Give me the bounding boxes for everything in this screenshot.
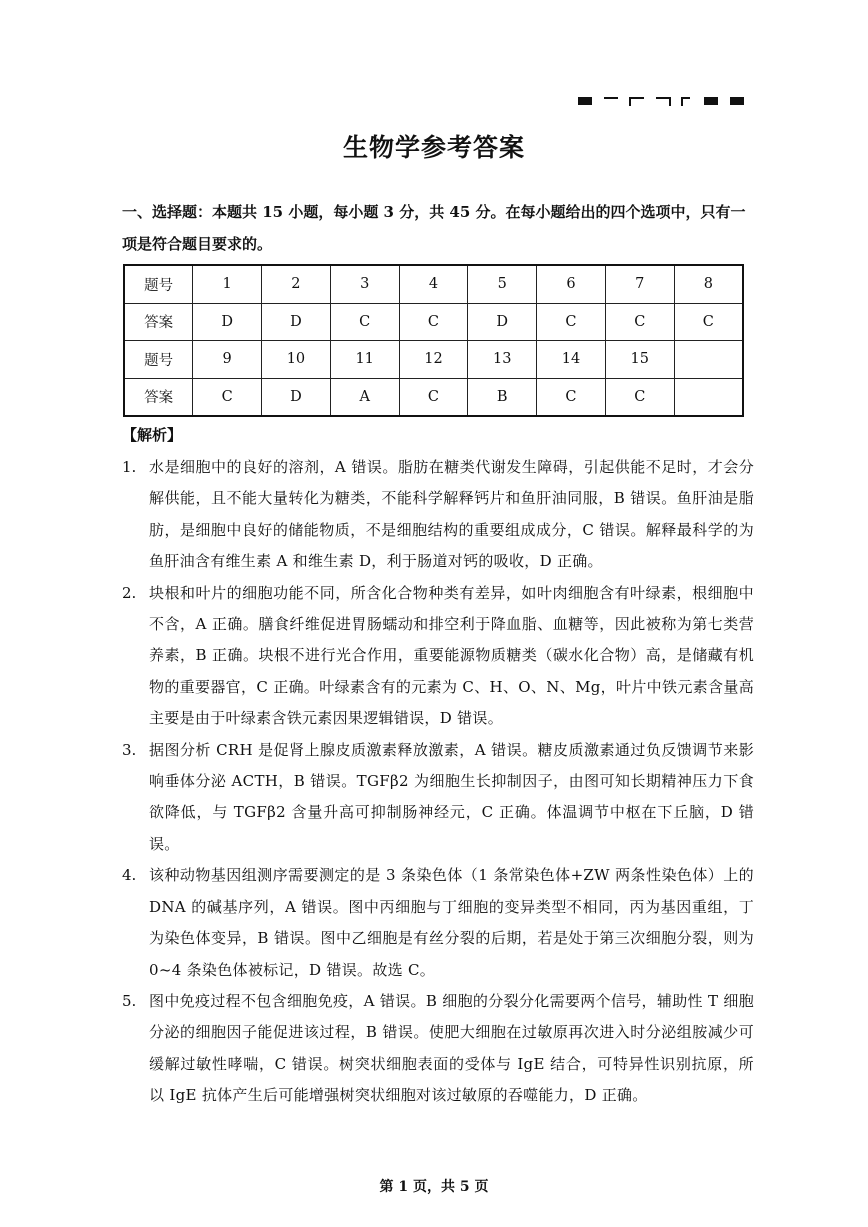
item-number: 5. [122, 991, 137, 1010]
item-number: 4. [122, 866, 137, 885]
table-cell: C [399, 303, 468, 341]
table-cell: C [605, 378, 674, 416]
table-cell: C [605, 303, 674, 341]
section-heading: 一、选择题：本题共 15 小题，每小题 3 分，共 45 分。在每小题给出的四个选项中，只有一项是符合题目要求的。 [122, 203, 746, 253]
analysis-list [122, 452, 754, 1112]
table-cell: 2 [262, 265, 331, 303]
table-cell: D [468, 303, 537, 341]
list-item [122, 860, 754, 986]
table-row [124, 303, 743, 341]
table-cell: 13 [468, 341, 537, 379]
list-item [122, 578, 754, 735]
table-cell: D [193, 303, 262, 341]
table-cell: C [330, 303, 399, 341]
table-cell: 4 [399, 265, 468, 303]
table-row [124, 341, 743, 379]
table-cell: 8 [674, 265, 743, 303]
table-cell: B [468, 378, 537, 416]
list-item [122, 452, 754, 578]
page-footer: 第 1 页，共 5 页 [379, 1179, 489, 1195]
table-cell: A [330, 378, 399, 416]
row-label: 题号 [124, 341, 193, 379]
table-cell: 7 [605, 265, 674, 303]
table-cell: D [262, 303, 331, 341]
table-cell: 1 [193, 265, 262, 303]
table-cell: C [537, 303, 606, 341]
table-row [124, 378, 743, 416]
table-cell: 12 [399, 341, 468, 379]
item-number: 1. [122, 458, 137, 476]
item-text: 该种动物基因组测序需要测定的是 3 条染色体（1 条常染色体+ZW 两条性染色体）上的 DNA 的碱基序列，A 错误。图中丙细胞与丁细胞的变异类型不相同，丙为基因重组，丁为染色体变异，B 错误。图中乙细胞是有丝分裂的后期，若是处于第三次细胞分裂，则为 0~4 条染色体被标记，D 错误。故选 C。 [149, 866, 754, 979]
table-cell: C [537, 378, 606, 416]
table-row [124, 265, 743, 303]
page-title: 生物学参考答案 [342, 133, 525, 162]
row-label: 答案 [124, 378, 193, 416]
item-number: 3. [122, 740, 137, 759]
analysis-heading: 【解析】 [122, 426, 183, 444]
item-number: 2. [122, 583, 137, 602]
row-label: 答案 [124, 303, 193, 341]
table-cell: C [193, 378, 262, 416]
table-cell: 6 [537, 265, 606, 303]
table-cell: D [262, 378, 331, 416]
table-cell: 5 [468, 265, 537, 303]
item-text: 图中免疫过程不包含细胞免疫，A 错误。B 细胞的分裂分化需要两个信号，辅助性 T 细胞分泌的细胞因子能促进该过程，B 错误。使肥大细胞在过敏原再次进入时分泌组胺减少可缓解过敏性哮喘，C 错误。树突状细胞表面的受体与 IgE 结合，可特异性识别抗原，所以 IgE 抗体产生后可能增强树突状细胞对该过敏原的吞噬能力，D 正确。 [149, 991, 754, 1105]
table-cell: 9 [193, 341, 262, 379]
table-cell: C [399, 378, 468, 416]
list-item [122, 986, 754, 1112]
table-cell: 15 [605, 341, 674, 379]
item-text: 水是细胞中的良好的溶剂，A 错误。脂肪在糖类代谢发生障碍，引起供能不足时，才会分解供能，且不能大量转化为糖类，不能科学解释钙片和鱼肝油同服，B 错误。鱼肝油是脂肪，是细胞中良好的储能物质，不是细胞结构的重要组成成分，C 错误。解释最科学的为鱼肝油含有维生素 A 和维生素 D，利于肠道对钙的吸收，D 正确。 [149, 458, 754, 571]
table-cell: 3 [330, 265, 399, 303]
table-cell [674, 378, 743, 416]
row-label: 题号 [124, 265, 193, 303]
table-cell: 14 [537, 341, 606, 379]
table-cell: 10 [262, 341, 331, 379]
list-item [122, 735, 754, 861]
item-text: 据图分析 CRH 是促肾上腺皮质激素释放激素，A 错误。糖皮质激素通过负反馈调节来影响垂体分泌 ACTH，B 错误。TGFβ2 为细胞生长抑制因子，由图可知长期精神压力下食欲降低，与 TGFβ2 含量升高可抑制肠神经元，C 正确。体温调节中枢在下丘脑，D 错误。 [149, 740, 754, 853]
table-cell: C [674, 303, 743, 341]
item-text: 块根和叶片的细胞功能不同，所含化合物种类有差异，如叶肉细胞含有叶绿素，根细胞中不含，A 正确。膳食纤维促进胃肠蠕动和排空利于降血脂、血糖等，因此被称为第七类营养素，B 正确。块根不进行光合作用，重要能源物质糖类（碳水化合物）高，是储藏有机物的重要器官，C 正确。叶绿素含有的元素为 C、H、O、N、Mg，叶片中铁元素含量高主要是由于叶绿素含铁元素因果逻辑错误，D 错误。 [149, 583, 754, 728]
table-cell: 11 [330, 341, 399, 379]
header-corner-mark [578, 94, 746, 108]
answer-table [123, 264, 744, 417]
table-cell [674, 341, 743, 379]
